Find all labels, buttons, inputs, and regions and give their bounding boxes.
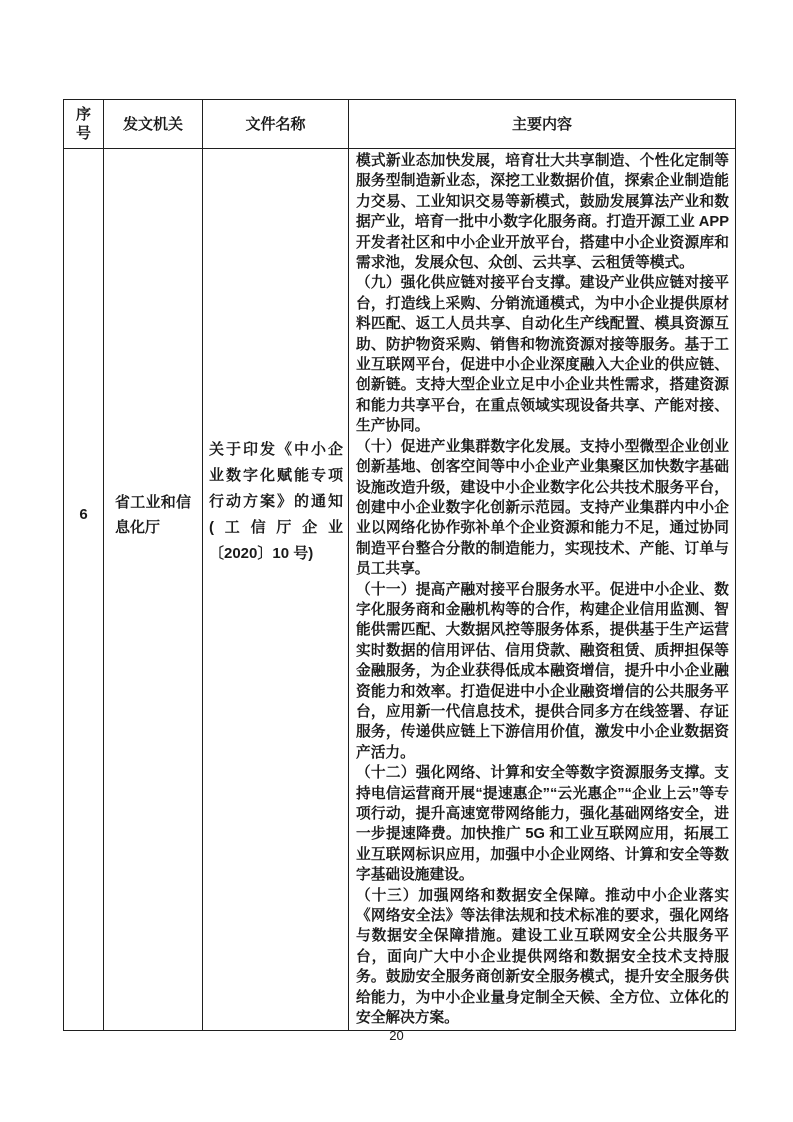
content-paragraph-section-10: （十）促进产业集群数字化发展。支持小型微型企业创业创新基地、创客空间等中小企业产业集聚区加快数字基础设施改造升级，建设中小企业数字化公共技术服务平台，创建中小企业数字化创新示范园。支持产业集群内中小企业以网络化协作弥补单个企业资源和能力不足，通过协同制造平台整合分散的制造能力，实现技术、产能、订单与员工共享。	[356, 438, 729, 578]
column-header-index: 序号	[64, 100, 104, 149]
table-header-row	[64, 100, 736, 149]
cell-row-index: 6	[64, 149, 104, 1031]
content-paragraph-section-11: （十一）提高产融对接平台服务水平。促进中小企业、数字化服务商和金融机构等的合作，构建企业信用监测、智能供需匹配、大数据风控等服务体系，提供基于生产运营实时数据的信用评估、信用贷款、融资租赁、质押担保等金融服务，为企业获得低成本融资增信，提升中小企业融资能力和效率。打造促进中小企业融资增信的公共服务平台，应用新一代信息技术，提供合同多方在线签署、存证服务，传递供应链上下游信用价值，激发中小企业数据资产活力。	[356, 581, 729, 761]
content-paragraph-section-12: （十二）强化网络、计算和安全等数字资源服务支撑。支持电信运营商开展“提速惠企”“云光惠企”“企业上云”等专项行动，提升高速宽带网络能力，强化基础网络安全，进一步提速降费。加快推广 5G 和工业互联网应用，拓展工业互联网标识应用，加强中小企业网络、计算和安全等数字基础设施建设。	[356, 765, 729, 884]
column-header-document-name: 文件名称	[203, 100, 349, 149]
table-row	[64, 149, 736, 1031]
column-header-agency: 发文机关	[104, 100, 203, 149]
cell-document-title: 关于印发《中小企业数字化赋能专项行动方案》的通知(工信厅企业〔2020〕10 号)	[203, 149, 349, 1031]
content-paragraph-section-9: （九）强化供应链对接平台支撑。建设产业供应链对接平台，打造线上采购、分销流通模式，为中小企业提供原材料匹配、返工人员共享、自动化生产线配置、模具资源互助、防护物资采购、销售和物流资源对接等服务。基于工业互联网平台，促进中小企业深度融入大企业的供应链、创新链。支持大型企业立足中小企业共性需求，搭建资源和能力共享平台，在重点领域实现设备共享、产能对接、生产协同。	[356, 275, 729, 435]
document-table	[63, 99, 736, 1031]
cell-main-content	[349, 149, 736, 1031]
page-number: 20	[389, 1028, 404, 1043]
cell-issuing-agency: 省工业和信息化厅	[104, 149, 203, 1031]
content-paragraph-section-13: （十三）加强网络和数据安全保障。推动中小企业落实《网络安全法》等法律法规和技术标准的要求，强化网络与数据安全保障措施。建设工业互联网安全公共服务平台，面向广大中小企业提供网络和数据安全技术支持服务。鼓励安全服务商创新安全服务模式，提升安全服务供给能力，为中小企业量身定制全天候、全方位、立体化的安全解决方案。	[356, 887, 729, 1027]
content-paragraph-intro: 模式新业态加快发展，培育壮大共享制造、个性化定制等服务型制造新业态，深挖工业数据价值，探索企业制造能力交易、工业知识交易等新模式，鼓励发展算法产业和数据产业，培育一批中小数字化服务商。打造开源工业 APP 开发者社区和中小企业开放平台，搭建中小企业资源库和需求池，发展众包、众创、云共享、云租赁等模式。	[356, 153, 729, 272]
column-header-main-content: 主要内容	[349, 100, 736, 149]
